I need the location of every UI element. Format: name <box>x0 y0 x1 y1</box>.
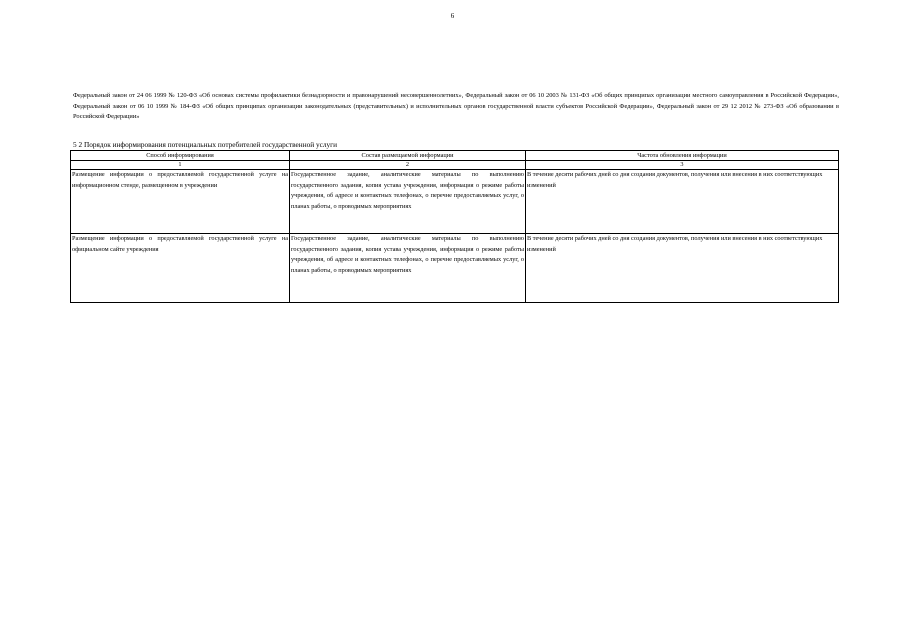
column-number-3: 3 <box>526 161 839 170</box>
cell-frequency: В течение десяти рабочих дней со дня создания документов, получения или внесения в них соответствующих изменений <box>526 234 839 303</box>
section-title: 5 2 Порядок информирования потенциальных потребителей государственной услуги <box>73 140 338 149</box>
table-row <box>71 170 839 234</box>
table-header-row <box>71 151 839 161</box>
cell-content: Государственное задание, аналитические материалы по выполнению государственного задания, копия устава учреждения, информация о режиме работы учреждения, об адресе и контактных телефонах, о перечне предоставляемых услуг, о планах работы, о проводимых мероприятиях <box>290 234 526 303</box>
table-row <box>71 234 839 303</box>
column-number-2: 2 <box>290 161 526 170</box>
cell-method: Размещение информации о предоставляемой государственной услуге на официальном сайте учреждения <box>71 234 290 303</box>
header-frequency: Частота обновления информации <box>526 151 839 161</box>
header-method: Способ информирования <box>71 151 290 161</box>
cell-content: Государственное задание, аналитические материалы по выполнению государственного задания, копия устава учреждения, информация о режиме работы учреждения, об адресе и контактных телефонах, о перечне предоставляемых услуг, о планах работы, о проводимых мероприятиях <box>290 170 526 234</box>
cell-method: Размещение информации о предоставляемой государственной услуге на информационном стенде, размещенном в учреждении <box>71 170 290 234</box>
page-number: 6 <box>450 12 455 20</box>
column-number-1: 1 <box>71 161 290 170</box>
header-content: Состав размещаемой информации <box>290 151 526 161</box>
cell-frequency: В течение десяти рабочих дней со дня создания документов, получения или внесения в них соответствующих изменений <box>526 170 839 234</box>
informing-table <box>70 150 839 303</box>
legal-basis-paragraph: Федеральный закон от 24 06 1999 № 120-ФЗ «Об основах системы профилактики безнадзорности и правонарушений несовершеннолетних», Федеральный закон от 06 10 2003 № 131-ФЗ «Об общих принципах организации местного самоуправления в Российской Федерации», Федеральный закон от 06 10 1999 № 184-ФЗ «Об общих принципах организации законодательных (представительных) и исполнительных органов государственной власти субъектов Российской Федерации», Федеральный закон от 29 12 2012 № 273-ФЗ «Об образовании в Российской Федерации» <box>73 92 839 120</box>
column-number-row <box>71 161 839 170</box>
